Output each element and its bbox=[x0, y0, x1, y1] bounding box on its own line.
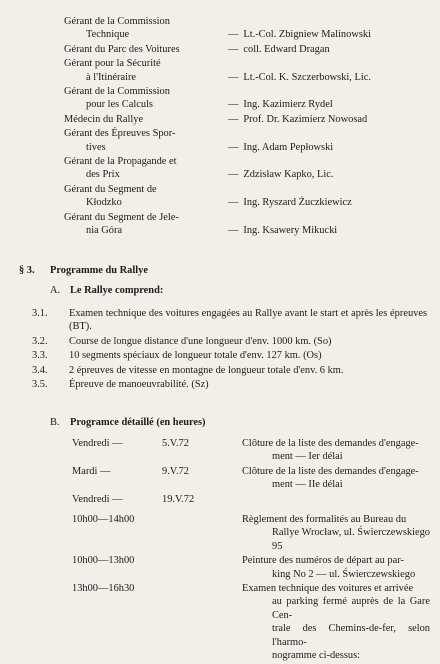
rallye-item bbox=[32, 335, 427, 348]
official-role-line: Gérant du Parc des Voitures bbox=[64, 43, 180, 55]
official-row bbox=[64, 15, 424, 42]
subsection-b-letter: B. bbox=[50, 417, 60, 428]
schedule-text bbox=[242, 493, 430, 506]
schedule-text-line: au parking fermé auprès de la Gare Cen- bbox=[272, 596, 430, 621]
official-name-cell bbox=[228, 155, 424, 182]
official-name-cell bbox=[228, 85, 424, 112]
official-name: Ing. Ryszard Żuczkiewicz bbox=[243, 197, 352, 209]
official-row bbox=[64, 57, 424, 84]
schedule-text-line: Clôture de la liste des demandes d'engage- bbox=[242, 465, 419, 477]
official-role-line: Gérant de la Commission bbox=[64, 16, 170, 27]
schedule-day: 13h00—16h30 bbox=[72, 583, 135, 595]
official-role bbox=[64, 183, 228, 210]
official-row bbox=[64, 113, 424, 126]
schedule-text-line: Règlement des formalités au Bureau du bbox=[242, 514, 407, 526]
official-row bbox=[64, 211, 424, 238]
official-name: coll. Edward Dragan bbox=[243, 43, 330, 55]
schedule-text bbox=[242, 513, 430, 553]
dash-mark: — bbox=[228, 197, 239, 209]
subsection-a-heading bbox=[50, 284, 163, 297]
official-role-line: tives bbox=[86, 141, 106, 153]
subsection-a-title: Le Rallye comprend: bbox=[70, 285, 164, 296]
rallye-items-list bbox=[32, 307, 427, 392]
official-role bbox=[64, 43, 228, 56]
schedule-text-line: Rallye Wrocław, ul. Świerczewskiego 95 bbox=[272, 527, 430, 552]
dash-mark: — bbox=[228, 141, 239, 153]
schedule-day: 10h00—14h00 bbox=[72, 514, 135, 526]
official-role-line: des Prix bbox=[86, 169, 120, 181]
official-role bbox=[64, 57, 228, 84]
schedule-date-cell bbox=[72, 465, 242, 492]
official-role-line: nia Góra bbox=[86, 225, 123, 237]
official-role bbox=[64, 15, 228, 42]
schedule-date: 9.V.72 bbox=[162, 465, 189, 477]
schedule-date-cell bbox=[72, 493, 242, 506]
official-row bbox=[64, 127, 424, 154]
official-row bbox=[64, 43, 424, 56]
schedule-date-cell bbox=[72, 437, 242, 464]
official-name: Ing. Kazimierz Rydel bbox=[243, 99, 333, 111]
schedule-text bbox=[242, 465, 430, 492]
schedule-text-line: nogramme ci-dessus: bbox=[272, 650, 361, 662]
dash-mark: — bbox=[228, 99, 239, 111]
official-role-line: Kłodzko bbox=[86, 197, 122, 209]
official-role-line: Technique bbox=[86, 29, 130, 41]
item-text: 10 segments spéciaux de longueur totale d'env. 127 km. (Os) bbox=[69, 350, 322, 362]
rallye-item bbox=[32, 378, 427, 391]
dash-mark: — bbox=[228, 71, 239, 83]
official-role-line: pour les Calculs bbox=[86, 99, 153, 111]
section-number: § 3. bbox=[19, 265, 35, 276]
official-role bbox=[64, 85, 228, 112]
officials-list bbox=[64, 15, 424, 239]
official-role-line: Gérant du Segment de bbox=[64, 183, 157, 195]
dash-mark: — bbox=[228, 225, 239, 237]
schedule-text-line: ment — IIe délai bbox=[272, 479, 343, 491]
official-name-cell bbox=[228, 183, 424, 210]
schedule-row bbox=[72, 554, 430, 581]
official-row bbox=[64, 85, 424, 112]
official-name: Lt.-Col. Zbigniew Malinowski bbox=[243, 29, 371, 41]
item-number: 3.4. bbox=[32, 364, 48, 376]
official-name-cell bbox=[228, 57, 424, 84]
item-number: 3.2. bbox=[32, 335, 48, 347]
schedule-date-cell bbox=[72, 582, 242, 662]
item-number: 3.5. bbox=[32, 379, 48, 391]
official-name: Lt.-Col. K. Szczerbowski, Lic. bbox=[243, 71, 371, 83]
official-name: Ing. Ksawery Mikucki bbox=[243, 225, 338, 237]
official-name-cell bbox=[228, 127, 424, 154]
official-name-cell bbox=[228, 43, 424, 56]
section-heading bbox=[19, 264, 148, 277]
schedule-row bbox=[72, 513, 430, 553]
official-role-line: Médecin du Rallye bbox=[64, 113, 144, 125]
schedule-day: Mardi — bbox=[72, 465, 111, 477]
schedule-list bbox=[72, 437, 430, 664]
official-name: Zdzisław Kapko, Lic. bbox=[243, 169, 334, 181]
schedule-text-line: Examen technique des voitures et arrivée bbox=[242, 583, 414, 595]
schedule-date-cell bbox=[72, 513, 242, 553]
schedule-text bbox=[242, 582, 430, 662]
schedule-text-line: Peinture des numéros de départ au par- bbox=[242, 555, 404, 567]
official-role bbox=[64, 155, 228, 182]
subsection-a-letter: A. bbox=[50, 285, 61, 296]
official-role-line: Gérant de la Commission bbox=[64, 86, 170, 98]
official-role bbox=[64, 211, 228, 238]
dash-mark: — bbox=[228, 113, 239, 125]
schedule-text bbox=[242, 554, 430, 581]
schedule-date: 5.V.72 bbox=[162, 438, 189, 449]
official-role-line: Gérant de la Propagande et bbox=[64, 156, 177, 168]
schedule-row bbox=[72, 493, 430, 506]
item-text: 2 épreuves de vitesse en montagne de longueur totale d'env. 6 km. bbox=[69, 364, 344, 376]
rallye-item bbox=[32, 307, 427, 334]
schedule-date: 19.V.72 bbox=[162, 493, 195, 505]
official-name: Prof. Dr. Kazimierz Nowosad bbox=[243, 113, 368, 125]
official-name-cell bbox=[228, 113, 424, 126]
rallye-item bbox=[32, 349, 427, 362]
schedule-row bbox=[72, 582, 430, 662]
item-text: Épreuve de manoeuvrabilité. (Sz) bbox=[69, 379, 209, 391]
official-name: Ing. Adam Pepłowski bbox=[243, 141, 334, 153]
subsection-b-title: Programce détaillé (en heures) bbox=[70, 417, 206, 428]
item-number: 3.1. bbox=[32, 308, 48, 319]
schedule-date-cell bbox=[72, 554, 242, 581]
schedule-text-line: trale des Chemins-de-fer, selon l'harmo- bbox=[272, 623, 430, 648]
official-role bbox=[64, 127, 228, 154]
schedule-row bbox=[72, 437, 430, 464]
official-row bbox=[64, 183, 424, 210]
official-role-line: à l'Itinéraire bbox=[86, 71, 137, 83]
official-name-cell bbox=[228, 211, 424, 238]
rallye-item bbox=[32, 364, 427, 377]
dash-mark: — bbox=[228, 43, 239, 55]
official-name-cell bbox=[228, 15, 424, 42]
official-role-line: Gérant du Segment de Jele- bbox=[64, 211, 179, 223]
item-number: 3.3. bbox=[32, 350, 48, 362]
subsection-b-heading bbox=[50, 416, 206, 429]
schedule-text-line: king No 2 — ul. Świerczewskiego bbox=[272, 568, 416, 580]
dash-mark: — bbox=[228, 169, 239, 181]
item-text: Examen technique des voitures engagées au Rallye avant le start et après les épreuves (BT). bbox=[69, 308, 427, 333]
dash-mark: — bbox=[228, 29, 239, 41]
schedule-text bbox=[242, 437, 430, 464]
schedule-day: Vendredi — bbox=[72, 493, 123, 505]
schedule-row bbox=[72, 465, 430, 492]
item-text: Course de longue distance d'une longueur d'env. 1000 km. (So) bbox=[69, 335, 332, 347]
official-role-line: Gérant pour la Sécurité bbox=[64, 58, 161, 70]
schedule-text-line: Clôture de la liste des demandes d'engage- bbox=[242, 438, 419, 449]
section-title: Programme du Rallye bbox=[50, 265, 148, 276]
schedule-text-line: ment — Ier délai bbox=[272, 451, 343, 463]
official-role bbox=[64, 113, 228, 126]
schedule-day: Vendredi — bbox=[72, 438, 123, 449]
official-role-line: Gérant des Épreuves Spor- bbox=[64, 128, 176, 140]
official-row bbox=[64, 155, 424, 182]
schedule-day: 10h00—13h00 bbox=[72, 555, 135, 567]
